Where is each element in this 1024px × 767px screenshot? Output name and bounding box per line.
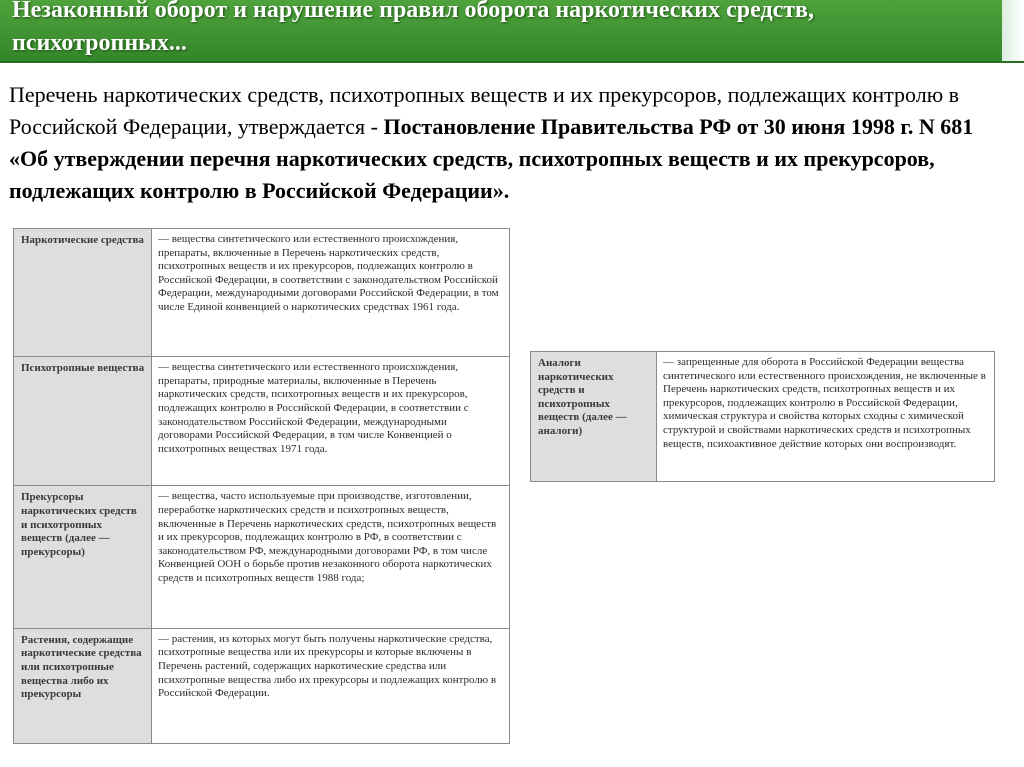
term-cell: Наркотические средства: [14, 229, 152, 357]
table-row: [14, 486, 510, 628]
intro-plain-text: Перечень наркотических средств, психотропных веществ и их прекурсоров, подлежащих контролю в Российской Федерации, утверждается -: [9, 82, 960, 139]
slide-title: Незаконный оборот и нарушение правил оборота наркотических средств, психотропных...: [12, 0, 814, 56]
table-row: [14, 628, 510, 743]
term-cell: Психотропные вещества: [14, 357, 152, 486]
definition-cell: — вещества синтетического или естественного происхождения, препараты, включенные в Перечень наркотических средств, психотропных веществ и их прекурсоров, подлежащих контролю в Российской Федерации, в соответствии с законодательством Российской Федерации, международными договорами Российской Федерации, в том числе Единой конвенцией о наркотических средствах 1961 года.: [152, 229, 510, 357]
definition-cell: — растения, из которых могут быть получены наркотические средства, психотропные вещества или их прекурсоры и которые включены в Перечень растений, содержащих наркотические средства или психотропные вещества либо их прекурсоры и подлежащих контролю в Российской Федерации.: [152, 628, 510, 743]
title-bar-edge: [1002, 0, 1024, 61]
analogs-table: [530, 351, 995, 482]
table-row: [14, 357, 510, 486]
definition-cell: — запрещенные для оборота в Российской Федерации вещества синтетического или естественного происхождения, не включенные в Перечень наркотических средств, психотропных веществ и их прекурсоров, подлежащих контролю в Российской Федерации, химическая структура и свойства которых сходны с химической структурой и свойствами наркотических средств и психотропных веществ, психоактивное действие которых они воспроизводят.: [657, 352, 995, 482]
intro-paragraph: [9, 79, 999, 207]
intro-decree-reference: Постановление Правительства РФ от 30 июня 1998 г. N 681 «Об утверждении перечня наркотических средств, психотропных веществ и их прекурсоров, подлежащих контролю в Российской Федерации».: [9, 114, 974, 203]
table-row: [531, 352, 995, 482]
definition-cell: — вещества, часто используемые при производстве, изготовлении, переработке наркотических средств и психотропных веществ, включенные в Перечень наркотических средств, психотропных веществ и их прекурсоров, подлежащих контролю в РФ, в соответствии с законодательством РФ, международными договорами РФ, в том числе Конвенцией ООН о борьбе против незаконного оборота наркотических средств и психотропных веществ 1988 года;: [152, 486, 510, 628]
term-cell: Растения, содержащие наркотические средства или психотропные вещества либо их прекурсоры: [14, 628, 152, 743]
term-cell: Прекурсоры наркотических средств и психотропных веществ (далее — прекурсоры): [14, 486, 152, 628]
slide-title-bar: [0, 0, 1024, 63]
term-cell: Аналоги наркотических средств и психотропных веществ (далее — аналоги): [531, 352, 657, 482]
definitions-table: [13, 228, 510, 744]
table-row: [14, 229, 510, 357]
definition-cell: — вещества синтетического или естественного происхождения, препараты, природные материалы, включенные в Перечень наркотических средств, психотропных веществ и их прекурсоров, подлежащих контролю в Российской Федерации, в соответствии с законодательством Российской Федерации, международными договорами Российской Федерации, в том числе Конвенцией о психотропных веществах 1971 года.: [152, 357, 510, 486]
